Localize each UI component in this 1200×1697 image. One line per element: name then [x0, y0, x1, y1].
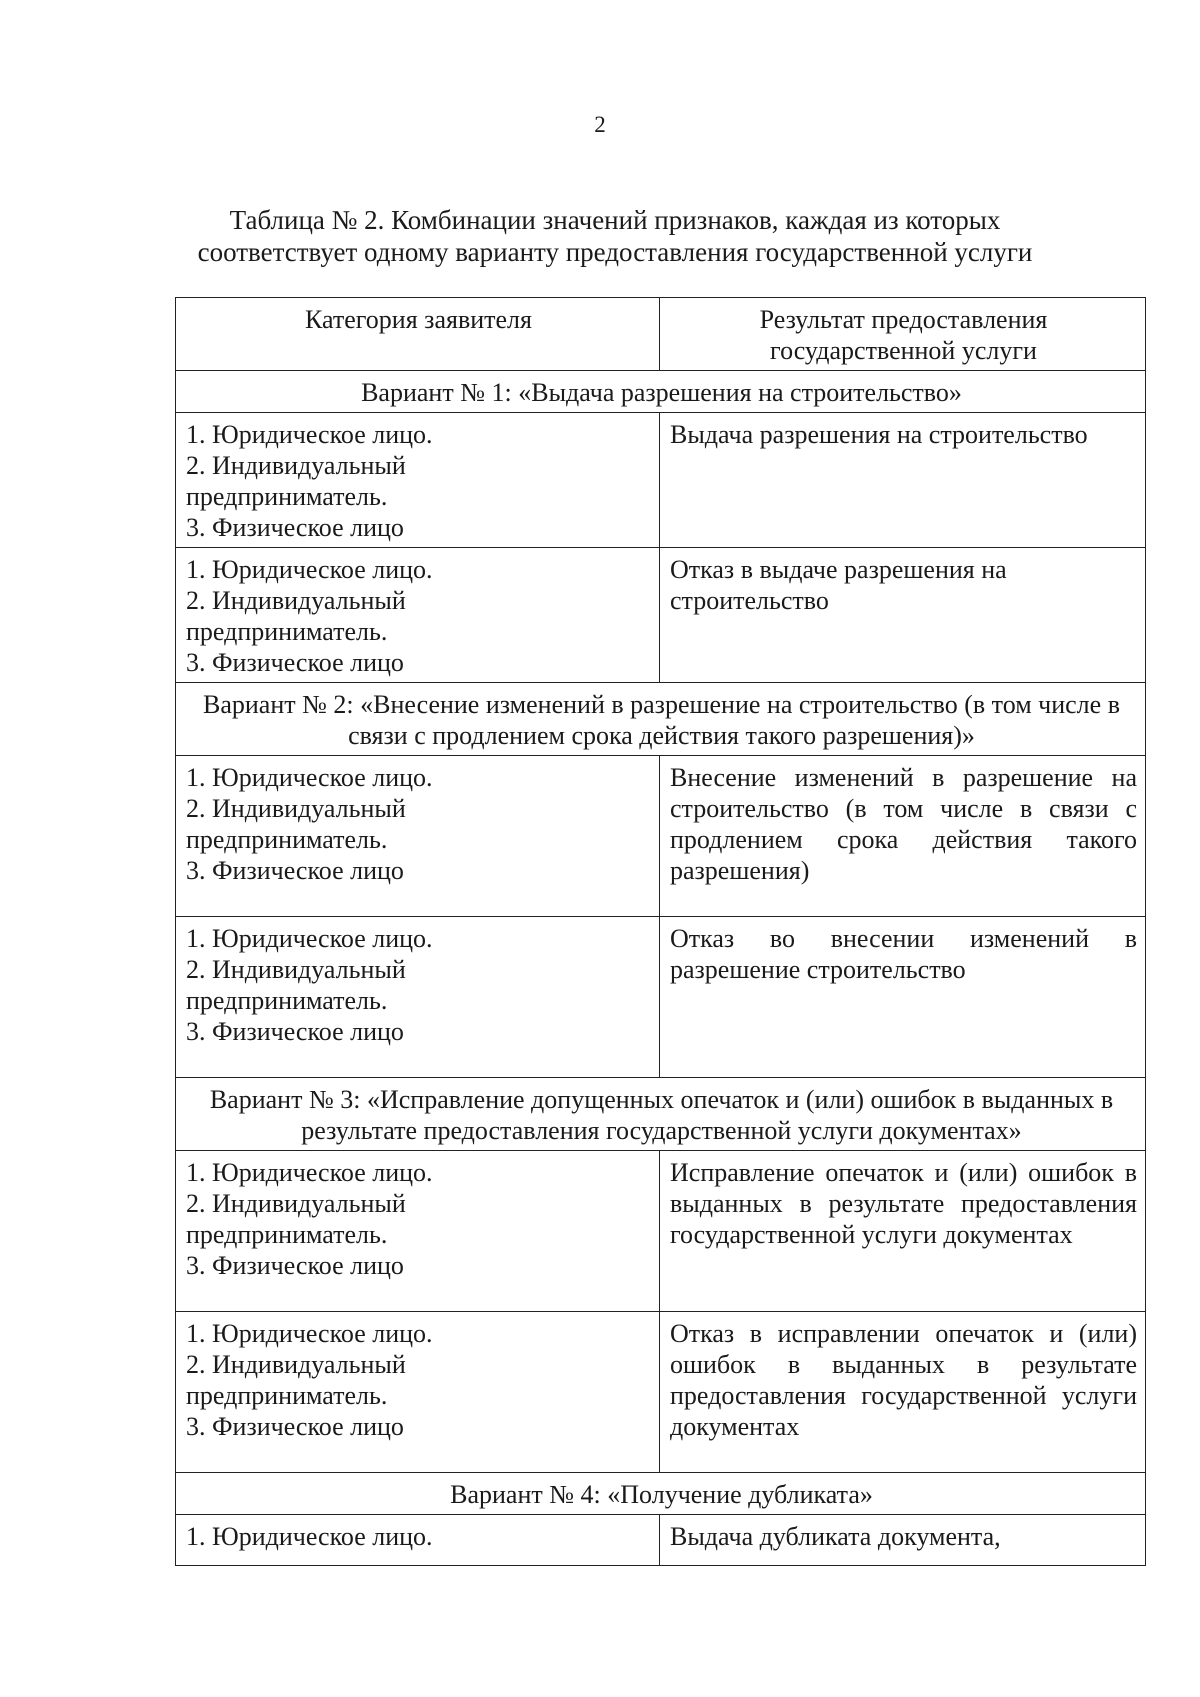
variant-3-title-row: [176, 1078, 1146, 1151]
table-row: [176, 1151, 1146, 1312]
variant-2-title-row: [176, 683, 1146, 756]
service-result: Внесение изменений в разрешение на строительство (в том числе в связи с продлением срока действия такого разрешения): [660, 756, 1146, 917]
caption-line-1: Таблица № 2. Комбинации значений признаков, каждая из которых: [229, 205, 1001, 235]
table-row: [176, 1312, 1146, 1473]
variant-3-title: Вариант № 3: «Исправление допущенных опечаток и (или) ошибок в выданных в результате предоставления государственной услуги документах»: [176, 1078, 1146, 1151]
header-service-result: Результат предоставления государственной услуги: [660, 298, 1146, 371]
service-result: Отказ в выдаче разрешения на строительство: [660, 548, 1146, 683]
variant-1-title: Вариант № 1: «Выдача разрешения на строительство»: [176, 371, 1146, 413]
variant-4-title-row: [176, 1473, 1146, 1515]
table-row: [176, 917, 1146, 1078]
service-result: Исправление опечаток и (или) ошибок в выданных в результате предоставления государственной услуги документах: [660, 1151, 1146, 1312]
applicant-categories: 1. Юридическое лицо.: [176, 1515, 660, 1566]
service-result: Выдача разрешения на строительство: [660, 413, 1146, 548]
applicant-categories: 1. Юридическое лицо. 2. Индивидуальный предприниматель. 3. Физическое лицо: [176, 548, 660, 683]
table-caption: [150, 204, 1080, 268]
applicant-categories: 1. Юридическое лицо. 2. Индивидуальный предприниматель. 3. Физическое лицо: [176, 1151, 660, 1312]
applicant-categories: 1. Юридическое лицо. 2. Индивидуальный предприниматель. 3. Физическое лицо: [176, 413, 660, 548]
header-applicant-category: Категория заявителя: [176, 298, 660, 371]
service-result: Отказ в исправлении опечаток и (или) ошибок в выданных в результате предоставления государственной услуги документах: [660, 1312, 1146, 1473]
applicant-categories: 1. Юридическое лицо. 2. Индивидуальный предприниматель. 3. Физическое лицо: [176, 1312, 660, 1473]
applicant-categories: 1. Юридическое лицо. 2. Индивидуальный предприниматель. 3. Физическое лицо: [176, 917, 660, 1078]
variants-table: [175, 297, 1146, 1566]
service-result: Отказ во внесении изменений в разрешение строительство: [660, 917, 1146, 1078]
table-row: [176, 756, 1146, 917]
variant-4-title: Вариант № 4: «Получение дубликата»: [176, 1473, 1146, 1515]
applicant-categories: 1. Юридическое лицо. 2. Индивидуальный предприниматель. 3. Физическое лицо: [176, 756, 660, 917]
table-row: [176, 413, 1146, 548]
page-number: 2: [594, 112, 606, 137]
table-row: [176, 548, 1146, 683]
caption-line-2: соответствует одному варианту предоставления государственной услуги: [197, 237, 1033, 267]
variant-2-title: Вариант № 2: «Внесение изменений в разрешение на строительство (в том числе в связи с продлением срока действия такого разрешения)»: [176, 683, 1146, 756]
variant-1-title-row: [176, 371, 1146, 413]
table-row: [176, 1515, 1146, 1566]
table-header-row: [176, 298, 1146, 371]
service-result: Выдача дубликата документа,: [660, 1515, 1146, 1566]
